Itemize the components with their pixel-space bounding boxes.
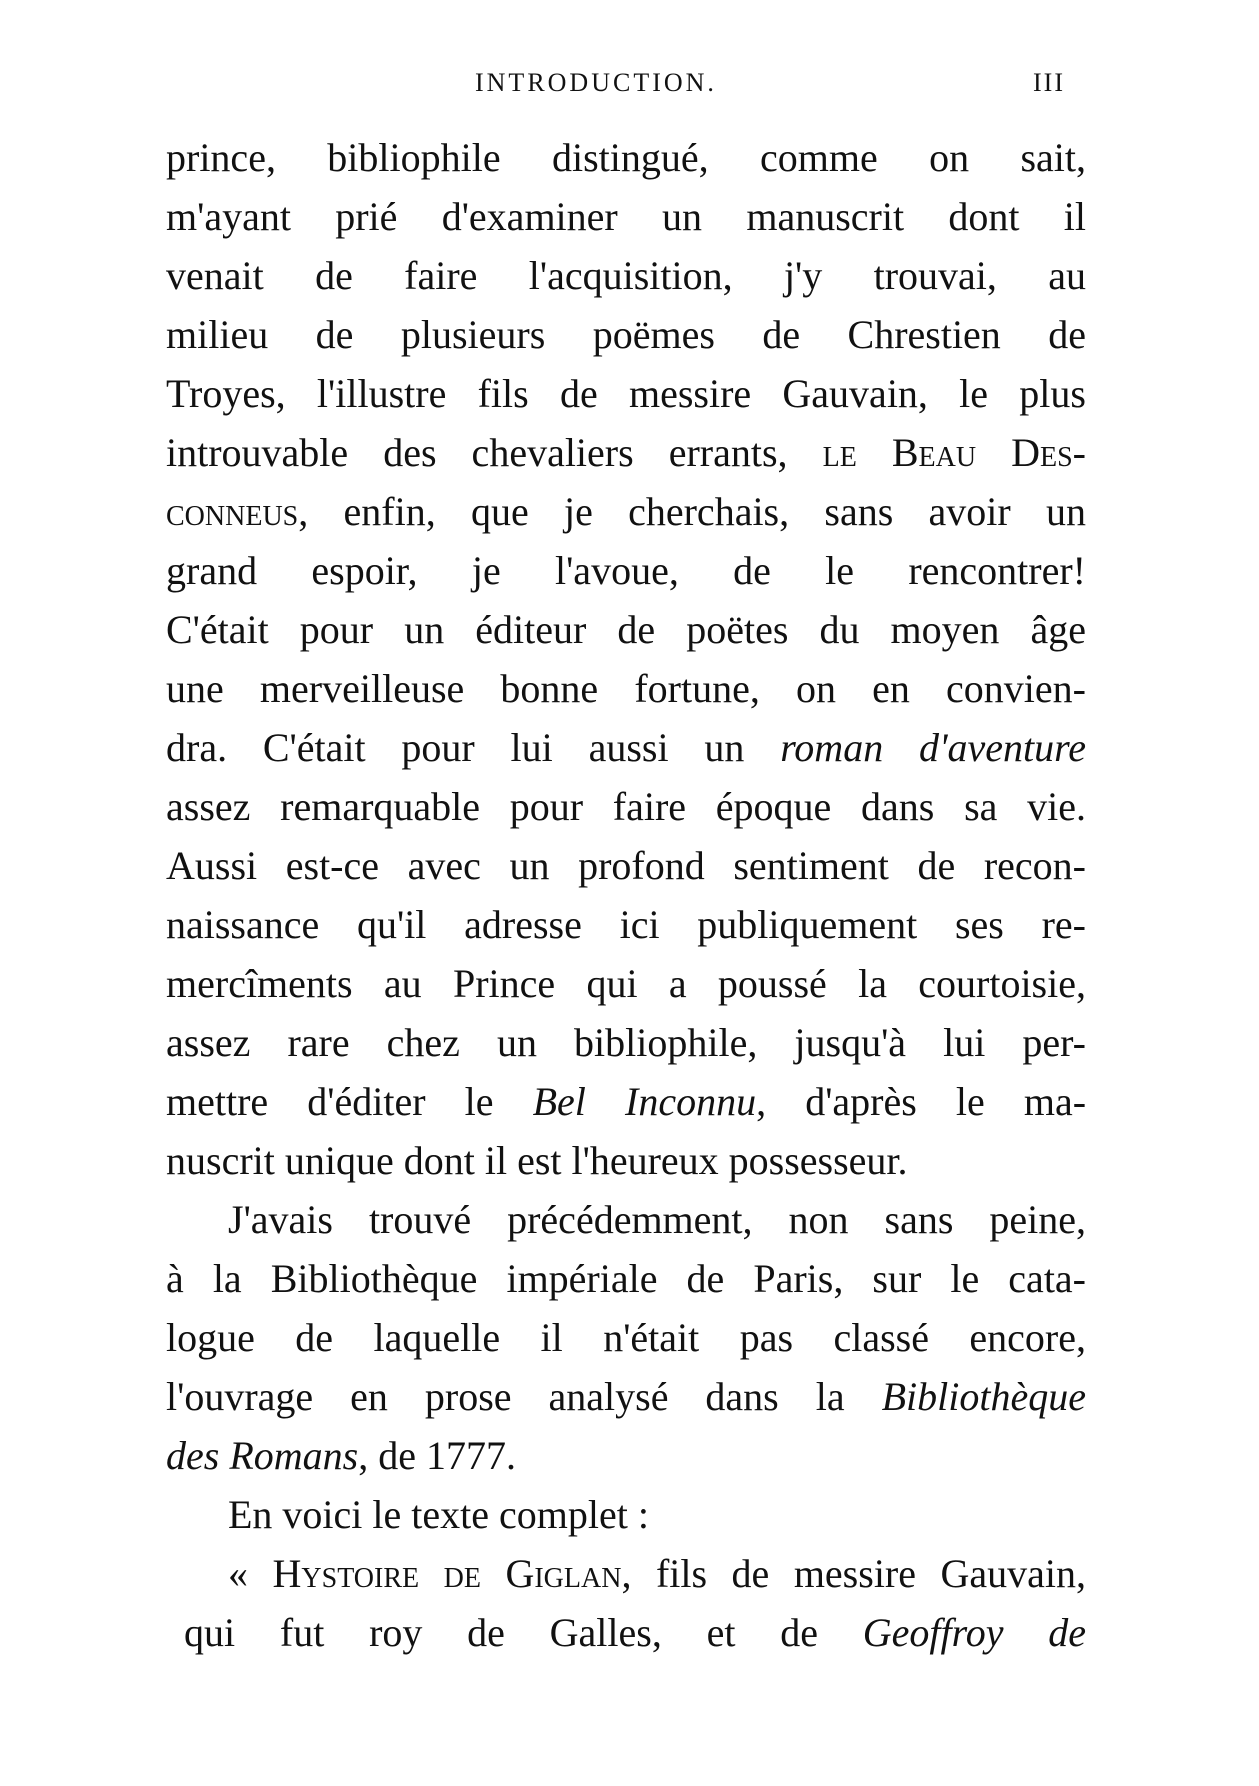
text-fragment: l'ouvrage en prose analysé dans la <box>166 1374 845 1419</box>
text-fragment: qui fut roy de Galles, et de <box>184 1610 818 1655</box>
work-title-small-caps: conneus <box>166 489 299 534</box>
italic-name: Geoffroy de <box>862 1610 1086 1655</box>
body-text <box>166 128 1086 1662</box>
text-line: Troyes, l'illustre fils de messire Gauvain, le plus <box>166 371 1086 416</box>
text-line: naissance qu'il adresse ici publiquement ses re- <box>166 902 1086 947</box>
text-line <box>166 1603 1086 1662</box>
text-fragment: mettre d'éditer le <box>166 1079 494 1124</box>
text-fragment: , de 1777. <box>358 1433 516 1478</box>
text-line <box>166 718 1086 777</box>
italic-title: Bibliothèque <box>881 1374 1086 1419</box>
text-line: En voici le texte complet : <box>228 1492 649 1537</box>
text-line: milieu de plusieurs poëmes de Chrestien de <box>166 312 1086 357</box>
text-line: prince, bibliophile distingué, comme on sait, <box>166 135 1086 180</box>
work-title-small-caps: Hystoire de Giglan <box>272 1551 622 1596</box>
running-head <box>0 68 1259 108</box>
work-title-small-caps: le Beau Des- <box>822 430 1086 475</box>
text-fragment: , enfin, que je cherchais, sans avoir un <box>298 489 1086 534</box>
text-line: mercîments au Prince qui a poussé la courtoisie, <box>166 961 1086 1006</box>
italic-title: Bel Inconnu <box>532 1079 757 1124</box>
text-line <box>166 1367 1086 1426</box>
text-line: venait de faire l'acquisition, j'y trouvai, au <box>166 253 1086 298</box>
text-line: nuscrit unique dont il est l'heureux possesseur. <box>166 1138 908 1183</box>
text-line: assez remarquable pour faire époque dans sa vie. <box>166 784 1086 829</box>
italic-phrase: roman d'aventure <box>780 725 1086 770</box>
text-line: m'ayant prié d'examiner un manuscrit dont il <box>166 194 1086 239</box>
text-fragment: , d'après le ma- <box>756 1079 1086 1124</box>
text-line: assez rare chez un bibliophile, jusqu'à lui per- <box>166 1020 1086 1065</box>
text-line: logue de laquelle il n'était pas classé encore, <box>166 1315 1086 1360</box>
text-line <box>166 1072 1086 1131</box>
text-line: C'était pour un éditeur de poëtes du moyen âge <box>166 607 1086 652</box>
text-line <box>166 1544 1086 1603</box>
text-line: Aussi est-ce avec un profond sentiment de recon- <box>166 843 1086 888</box>
text-line: une merveilleuse bonne fortune, on en convien- <box>166 666 1086 711</box>
running-title: INTRODUCTION. <box>475 68 717 97</box>
italic-title: des Romans <box>166 1433 359 1478</box>
page-number: III <box>1033 68 1065 97</box>
text-fragment: dra. C'était pour lui aussi un <box>166 725 745 770</box>
text-line <box>166 1426 1086 1485</box>
text-line: grand espoir, je l'avoue, de le rencontrer! <box>166 548 1086 593</box>
text-fragment: introuvable des chevaliers errants, <box>166 430 788 475</box>
text-line <box>166 423 1086 482</box>
text-line <box>166 482 1086 541</box>
text-line: J'avais trouvé précédemment, non sans peine, <box>228 1197 1086 1242</box>
text-line: à la Bibliothèque impériale de Paris, sur le cata- <box>166 1256 1086 1301</box>
text-fragment: , fils de messire Gauvain, <box>621 1551 1086 1596</box>
quote-mark: « <box>228 1551 273 1596</box>
